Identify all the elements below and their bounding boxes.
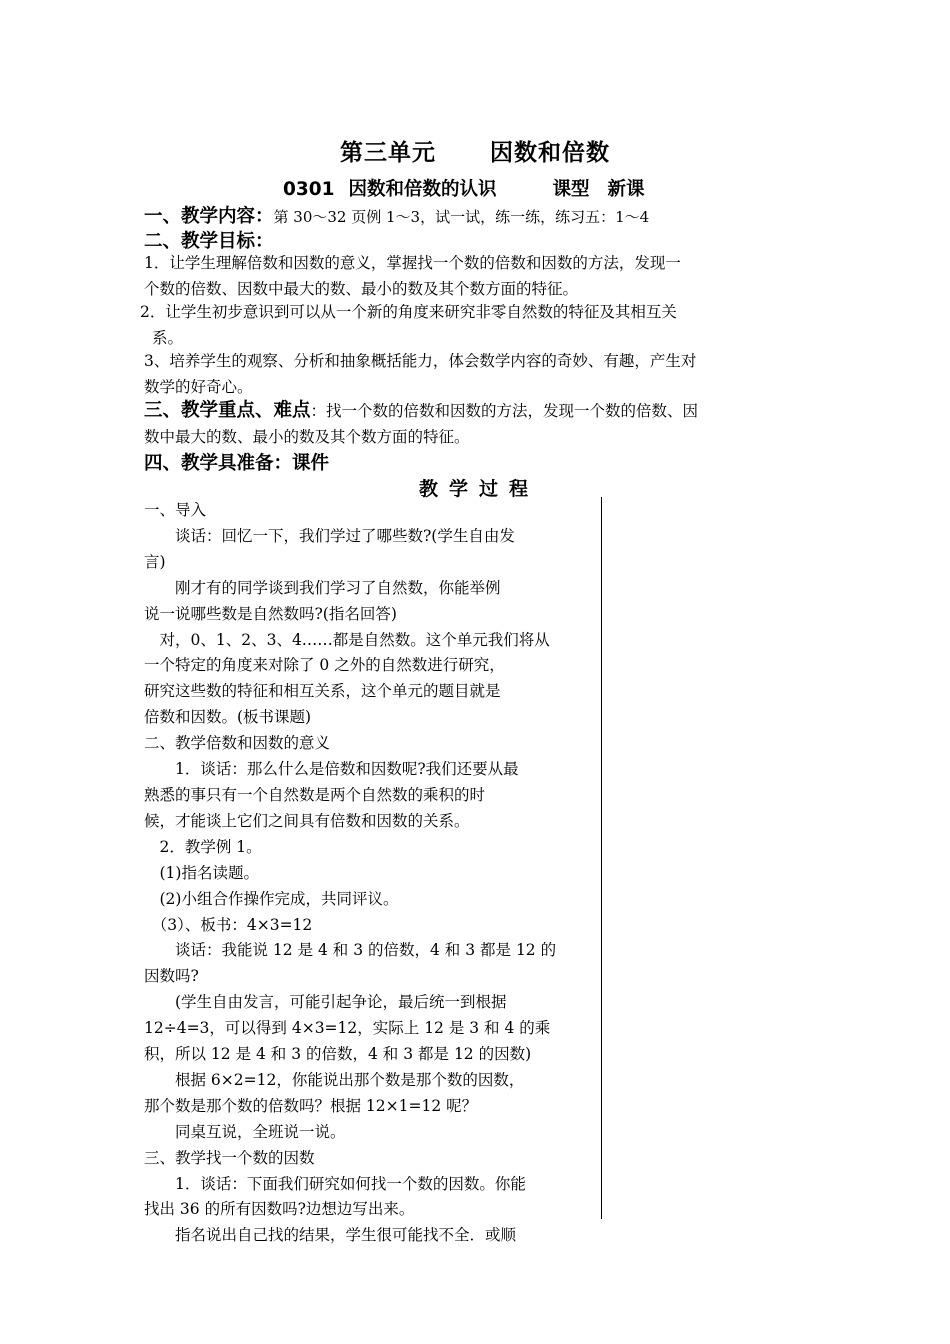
process-line: 二、教学倍数和因数的意义 [144,734,331,753]
goal-1-line-1: 1．让学生理解倍数和因数的意义，掌握找一个数的倍数和因数的方法，发现一 [144,254,681,272]
process-line: 三、教学找一个数的因数 [144,1148,315,1167]
lesson-type-value: 新课 [607,179,645,200]
process-line: 根据 6×2=12，你能说出那个数是那个数的因数， [144,1070,525,1089]
process-line: 一、导入 [144,501,207,519]
process-line: 说一说哪些数是自然数吗?(指名回答) [144,604,397,623]
goal-1 [144,250,799,302]
process-line: 言) [144,552,166,571]
process-line: 那个数是那个数的倍数吗？根据 12×1=12 呢？ [144,1096,478,1115]
key-points [144,398,799,450]
process-line: (1)指名读题。 [144,863,259,882]
goal-3-line-2: 数学的好奇心。 [144,378,253,396]
teaching-content-label: 一、教学内容： [144,206,274,227]
teaching-prep: 四、教学具准备：课件 [144,453,330,474]
process-line: 对，0、1、2、3、4……都是自然数。这个单元我们将从 [144,630,550,649]
process-line: 同桌互说，全班说一说。 [144,1122,346,1141]
process-line: 找出 36 的所有因数吗?边想边写出来。 [144,1200,415,1219]
teaching-goals-label: 二、教学目标： [144,231,274,252]
teaching-content-value: 第 30～32 页例 1～3，试一试，练一练，练习五：1～4 [273,208,650,226]
lesson-heading [283,175,645,201]
process-line: （3）、板书：4×3=12 [144,915,313,934]
lesson-code: 0301 [283,179,335,200]
process-line: 熟悉的事只有一个自然数是两个自然数的乘积的时 [144,785,486,804]
process-line: 刚才有的同学谈到我们学习了自然数，你能举例 [144,578,501,597]
teaching-content [144,202,649,228]
goal-3 [144,348,799,400]
column-divider [601,497,602,1219]
key-points-line-2: 数中最大的数、最小的数及其个数方面的特征。 [144,428,470,446]
goal-3-line-1: 3、培养学生的观察、分析和抽象概括能力，体会数学内容的奇妙、有趣，产生对 [144,352,697,370]
goal-2-line-2: 系。 [152,329,184,347]
process-line: (2)小组合作操作完成，共同评议。 [144,889,399,908]
process-line: 1．谈话：下面我们研究如何找一个数的因数。你能 [144,1174,526,1193]
goal-2-line-1: 2．让学生初步意识到可以从一个新的角度来研究非零自然数的特征及其相互关 [140,303,677,321]
process-line: 因数吗? [144,967,199,986]
unit-number: 第三单元 [340,140,436,166]
process-line: 指名说出自己找的结果，学生很可能找不全．或顺 [144,1226,517,1245]
key-points-label: 三、教学重点、难点 [144,400,311,421]
process-line: 2．教学例 1。 [144,837,262,856]
process-line: 倍数和因数。(板书课题) [144,708,312,727]
process-line: (学生自由发言，可能引起争论，最后统一到根据 [144,993,507,1012]
unit-title: 因数和倍数 [490,140,610,166]
process-body [144,498,594,1249]
key-points-line-1: ：找一个数的倍数和因数的方法，发现一个数的倍数、因 [310,402,699,420]
process-line: 一个特定的角度来对除了 0 之外的自然数进行研究， [144,656,505,675]
lesson-type-label: 课型 [552,179,590,200]
goal-2 [140,299,795,351]
process-line: 1．谈话：那么什么是倍数和因数呢?我们还要从最 [144,760,519,779]
process-line: 12÷4=3，可以得到 4×3=12，实际上 12 是 3 和 4 的乘 [144,1019,551,1038]
goal-1-line-2: 个数的倍数、因数中最大的数、最小的数及其个数方面的特征。 [144,280,579,298]
process-line: 积，所以 12 是 4 和 3 的倍数，4 和 3 都是 12 的因数) [144,1045,532,1064]
lesson-title: 因数和倍数的认识 [348,179,497,200]
process-line: 研究这些数的特征和相互关系，这个单元的题目就是 [144,682,501,701]
process-title: 教学过程 [418,478,539,500]
process-line: 谈话：回忆一下，我们学过了哪些数?(学生自由发 [144,526,515,545]
process-line: 谈话：我能说 12 是 4 和 3 的倍数，4 和 3 都是 12 的 [144,941,557,960]
process-line: 候，才能谈上它们之间具有倍数和因数的关系。 [144,811,470,830]
unit-heading [0,134,950,167]
